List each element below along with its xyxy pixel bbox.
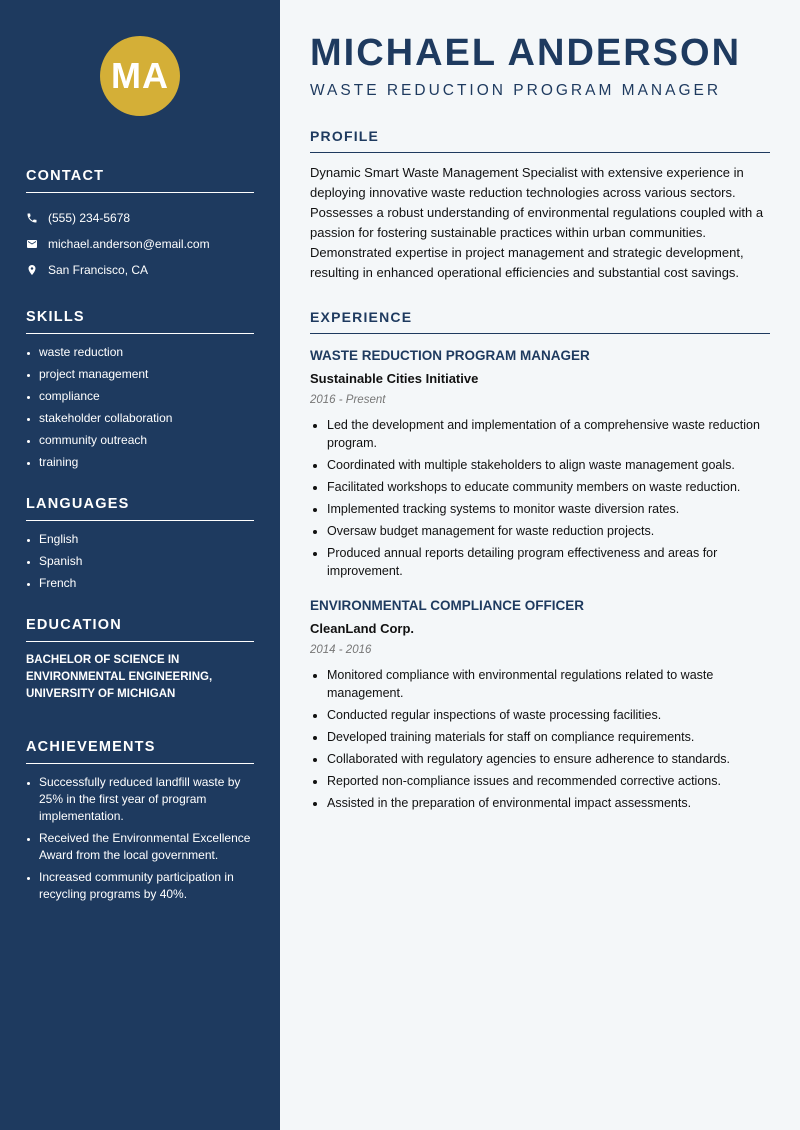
contact-list xyxy=(26,205,254,283)
skill-item: • compliance xyxy=(39,388,254,404)
job-title: WASTE REDUCTION PROGRAM MANAGER xyxy=(310,348,590,363)
location-pin-icon xyxy=(26,264,38,276)
contact-phone xyxy=(26,205,254,231)
sidebar xyxy=(0,0,280,1130)
profile-section xyxy=(310,128,770,283)
job-bullet: • Reported non-compliance issues and recommended corrective actions. xyxy=(327,772,770,790)
avatar: MA xyxy=(100,36,180,116)
achievement-item: • Received the Environmental Excellence Award from the local government. xyxy=(39,830,254,864)
location-text: San Francisco, CA xyxy=(48,263,149,277)
main-content xyxy=(280,0,800,1130)
job-bullet: • Produced annual reports detailing program effectiveness and areas for improvement. xyxy=(327,544,770,580)
job-bullet: • Monitored compliance with environmental regulations related to waste management. xyxy=(327,666,770,702)
achievement-item: • Successfully reduced landfill waste by 25% in the first year of program implementation. xyxy=(39,774,254,825)
job-bullet: • Conducted regular inspections of waste processing facilities. xyxy=(327,706,770,724)
education-section xyxy=(26,617,254,703)
achievements-section xyxy=(26,739,254,903)
job-company: Sustainable Cities Initiative xyxy=(310,371,479,386)
job-dates: 2016 - Present xyxy=(310,394,386,406)
skill-item: • training xyxy=(39,454,254,470)
skill-item: • project management xyxy=(39,366,254,382)
skills-heading: SKILLS xyxy=(26,309,254,334)
contact-section xyxy=(26,168,254,283)
phone-icon xyxy=(26,212,38,224)
job-title: ENVIRONMENTAL COMPLIANCE OFFICER xyxy=(310,598,585,613)
languages-section xyxy=(26,496,254,591)
skills-list xyxy=(26,344,254,470)
contact-location xyxy=(26,257,254,283)
job-bullet: • Assisted in the preparation of environmental impact assessments. xyxy=(327,794,770,812)
email-text: michael.anderson@email.com xyxy=(48,237,210,251)
job-bullet: • Developed training materials for staff on compliance requirements. xyxy=(327,728,770,746)
languages-list xyxy=(26,531,254,591)
skills-section xyxy=(26,309,254,470)
languages-heading: LANGUAGES xyxy=(26,496,254,521)
achievement-item: • Increased community participation in recycling programs by 40%. xyxy=(39,869,254,903)
education-degree: BACHELOR OF SCIENCE IN ENVIRONMENTAL ENGINEERING, UNIVERSITY OF MICHIGAN xyxy=(26,654,213,700)
job-bullets xyxy=(310,666,770,812)
job-entry xyxy=(310,348,770,580)
profile-text: Dynamic Smart Waste Management Specialist with extensive experience in deploying innovative waste reduction technologies across various sectors. Possesses a robust understanding of environmental regulations coupled with a passion for fostering sustainable practices within urban communities. Demonstrated expertise in project management and strategic development, resulting in enhanced operational efficiencies and substantial cost savings. xyxy=(310,165,764,280)
job-bullet: • Coordinated with multiple stakeholders to align waste management goals. xyxy=(327,456,770,474)
education-heading: EDUCATION xyxy=(26,617,254,642)
profile-heading: PROFILE xyxy=(310,128,770,153)
email-icon xyxy=(26,238,38,250)
skill-item: • community outreach xyxy=(39,432,254,448)
job-bullet: • Led the development and implementation of a comprehensive waste reduction program. xyxy=(327,416,770,452)
candidate-name: MICHAEL ANDERSON xyxy=(310,32,742,74)
achievements-heading: ACHIEVEMENTS xyxy=(26,739,254,764)
skill-item: • stakeholder collaboration xyxy=(39,410,254,426)
language-item: • English xyxy=(39,531,254,547)
job-company: CleanLand Corp. xyxy=(310,621,415,636)
skill-item: • waste reduction xyxy=(39,344,254,360)
job-entry xyxy=(310,598,770,812)
job-bullet: • Facilitated workshops to educate community members on waste reduction. xyxy=(327,478,770,496)
job-bullet: • Implemented tracking systems to monitor waste diversion rates. xyxy=(327,500,770,518)
job-bullet: • Oversaw budget management for waste reduction projects. xyxy=(327,522,770,540)
job-dates: 2014 - 2016 xyxy=(310,644,372,656)
candidate-title: WASTE REDUCTION PROGRAM MANAGER xyxy=(310,82,722,99)
contact-heading: CONTACT xyxy=(26,168,254,193)
achievements-list xyxy=(26,774,254,903)
experience-section xyxy=(310,309,770,812)
language-item: • Spanish xyxy=(39,553,254,569)
phone-text: (555) 234-5678 xyxy=(48,211,131,225)
language-item: • French xyxy=(39,575,254,591)
job-bullets xyxy=(310,416,770,580)
contact-email xyxy=(26,231,254,257)
experience-heading: EXPERIENCE xyxy=(310,309,770,334)
job-bullet: • Collaborated with regulatory agencies to ensure adherence to standards. xyxy=(327,750,770,768)
